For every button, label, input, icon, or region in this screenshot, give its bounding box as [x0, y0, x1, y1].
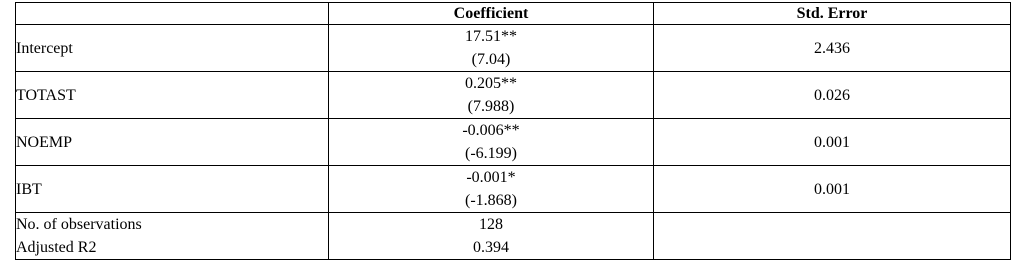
coefficient-cell: [329, 72, 654, 119]
row-label: IBT: [16, 166, 329, 213]
table-row: [16, 119, 1011, 166]
row-label: NOEMP: [16, 119, 329, 166]
header-coefficient: Coefficient: [329, 3, 654, 25]
t-statistic: (7.988): [467, 98, 515, 115]
adjusted-r2-value: 0.394: [473, 239, 509, 256]
coefficient-value: 17.51**: [465, 28, 517, 45]
t-statistic: (-6.199): [465, 145, 517, 162]
coefficient-value: -0.001*: [466, 169, 516, 186]
adjusted-r2-label: Adjusted R2: [16, 239, 97, 256]
coefficient-cell: [329, 166, 654, 213]
footer-std-error-blank: [654, 213, 1011, 260]
header-row: [16, 3, 1011, 25]
header-blank: [16, 3, 329, 25]
std-error-value: 0.001: [654, 166, 1011, 213]
std-error-value: 2.436: [654, 25, 1011, 72]
std-error-value: 0.001: [654, 119, 1011, 166]
t-statistic: (7.04): [471, 51, 511, 68]
footer-labels-cell: [16, 213, 329, 260]
observations-label: No. of observations: [16, 216, 142, 233]
row-label: Intercept: [16, 25, 329, 72]
coefficient-cell: [329, 119, 654, 166]
header-std-error: Std. Error: [654, 3, 1011, 25]
row-label: TOTAST: [16, 72, 329, 119]
coefficient-value: -0.006**: [462, 122, 520, 139]
t-statistic: (-1.868): [465, 192, 517, 209]
table-row: [16, 25, 1011, 72]
std-error-value: 0.026: [654, 72, 1011, 119]
footer-row: [16, 213, 1011, 260]
footer-values-cell: [329, 213, 654, 260]
regression-table: [15, 2, 1011, 260]
table-row: [16, 166, 1011, 213]
table-row: [16, 72, 1011, 119]
observations-value: 128: [479, 216, 503, 233]
coefficient-value: 0.205**: [465, 75, 517, 92]
coefficient-cell: [329, 25, 654, 72]
